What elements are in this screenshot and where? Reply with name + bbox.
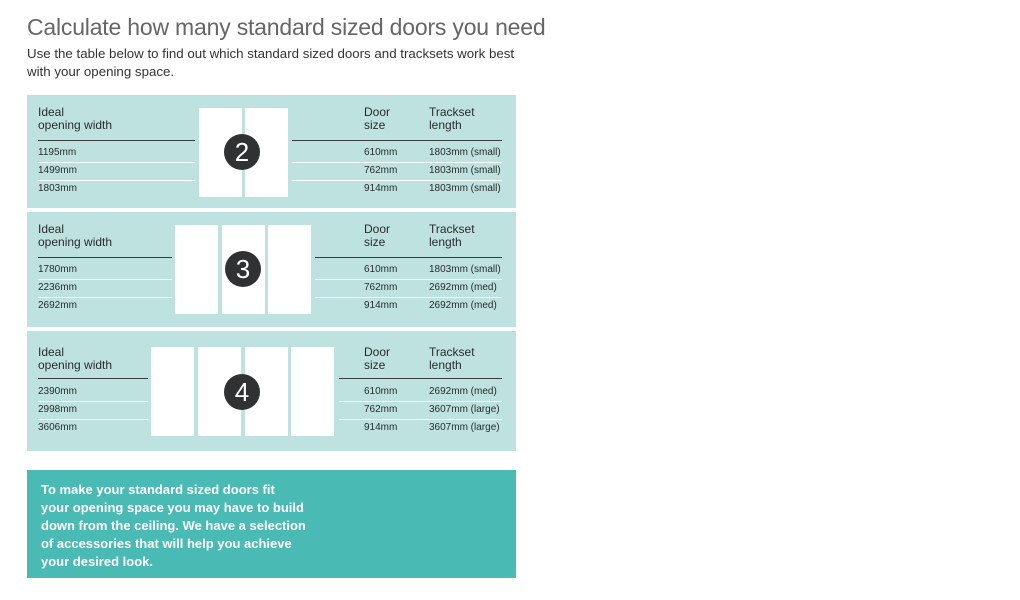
door-size-cell: 762mm bbox=[364, 282, 398, 293]
trackset-length-cell: 3607mm (large) bbox=[429, 404, 500, 415]
door-panel bbox=[268, 225, 311, 314]
door-size-cell: 610mm bbox=[364, 386, 398, 397]
header-divider bbox=[38, 378, 148, 379]
intro-text: Use the table below to find out which standard sized doors and tracksets work best with your opening space. bbox=[27, 46, 515, 79]
door-panel bbox=[151, 347, 194, 436]
header-divider bbox=[315, 257, 502, 258]
table-row bbox=[315, 297, 502, 315]
door-size-cell: 914mm bbox=[364, 422, 398, 433]
opening-width-cell: 2236mm bbox=[38, 282, 77, 293]
header-door-size: Door size bbox=[364, 222, 391, 249]
table-row bbox=[315, 261, 502, 280]
trackset-length-cell: 1803mm (small) bbox=[429, 183, 501, 194]
opening-width-cell: 3606mm bbox=[38, 422, 77, 433]
door-panel bbox=[175, 225, 218, 314]
trackset-length-cell: 3607mm (large) bbox=[429, 422, 500, 433]
table-row bbox=[38, 401, 148, 420]
table-row bbox=[38, 180, 195, 198]
table-row bbox=[38, 162, 195, 181]
section-3-doors bbox=[27, 212, 516, 327]
trackset-length-cell: 2692mm (med) bbox=[429, 282, 497, 293]
opening-width-cell: 1803mm bbox=[38, 183, 77, 194]
table-row bbox=[38, 297, 172, 315]
table-row bbox=[339, 401, 502, 420]
header-divider bbox=[38, 257, 172, 258]
door-size-cell: 914mm bbox=[364, 300, 398, 311]
table-row bbox=[292, 162, 502, 181]
header-divider bbox=[38, 140, 195, 141]
table-row bbox=[38, 419, 148, 437]
trackset-length-cell: 1803mm (small) bbox=[429, 165, 501, 176]
table-row bbox=[339, 383, 502, 402]
header-trackset-length: Trackset length bbox=[429, 222, 475, 249]
door-count-badge: 2 bbox=[224, 134, 260, 170]
header-trackset-length: Trackset length bbox=[429, 345, 475, 372]
table-row bbox=[292, 180, 502, 198]
table-row bbox=[38, 261, 172, 280]
door-size-cell: 914mm bbox=[364, 183, 398, 194]
page-title: Calculate how many standard sized doors you need bbox=[27, 14, 546, 40]
door-panel bbox=[291, 347, 334, 436]
opening-width-cell: 2998mm bbox=[38, 404, 77, 415]
accessories-note bbox=[27, 470, 516, 578]
header-trackset-length: Trackset length bbox=[429, 105, 475, 132]
opening-width-cell: 2390mm bbox=[38, 386, 77, 397]
trackset-length-cell: 1803mm (small) bbox=[429, 147, 501, 158]
door-size-cell: 762mm bbox=[364, 404, 398, 415]
table-row bbox=[292, 144, 502, 163]
table-row bbox=[38, 383, 148, 402]
table-row bbox=[315, 279, 502, 298]
trackset-length-cell: 1803mm (small) bbox=[429, 264, 501, 275]
door-count-badge: 4 bbox=[224, 374, 260, 410]
header-door-size: Door size bbox=[364, 345, 391, 372]
door-size-cell: 610mm bbox=[364, 147, 398, 158]
opening-width-cell: 2692mm bbox=[38, 300, 77, 311]
header-door-size: Door size bbox=[364, 105, 391, 132]
header-opening-width: Ideal opening width bbox=[38, 105, 113, 132]
table-row bbox=[38, 279, 172, 298]
door-size-cell: 762mm bbox=[364, 165, 398, 176]
opening-width-cell: 1195mm bbox=[38, 147, 77, 158]
door-count-badge: 3 bbox=[225, 251, 261, 287]
opening-width-cell: 1780mm bbox=[38, 264, 77, 275]
table-row bbox=[339, 419, 502, 437]
accessories-note-text: To make your standard sized doors fit your opening space you may have to build down from the ceiling. We have a selection of accessories that will help you achieve your desired look. bbox=[41, 482, 306, 569]
door-size-cell: 610mm bbox=[364, 264, 398, 275]
trackset-length-cell: 2692mm (med) bbox=[429, 386, 497, 397]
trackset-length-cell: 2692mm (med) bbox=[429, 300, 497, 311]
opening-width-cell: 1499mm bbox=[38, 165, 77, 176]
header-opening-width: Ideal opening width bbox=[38, 222, 113, 249]
section-4-doors bbox=[27, 331, 516, 451]
header-divider bbox=[339, 378, 502, 379]
header-divider bbox=[292, 140, 502, 141]
section-2-doors bbox=[27, 95, 516, 208]
header-opening-width: Ideal opening width bbox=[38, 345, 113, 372]
table-row bbox=[38, 144, 195, 163]
